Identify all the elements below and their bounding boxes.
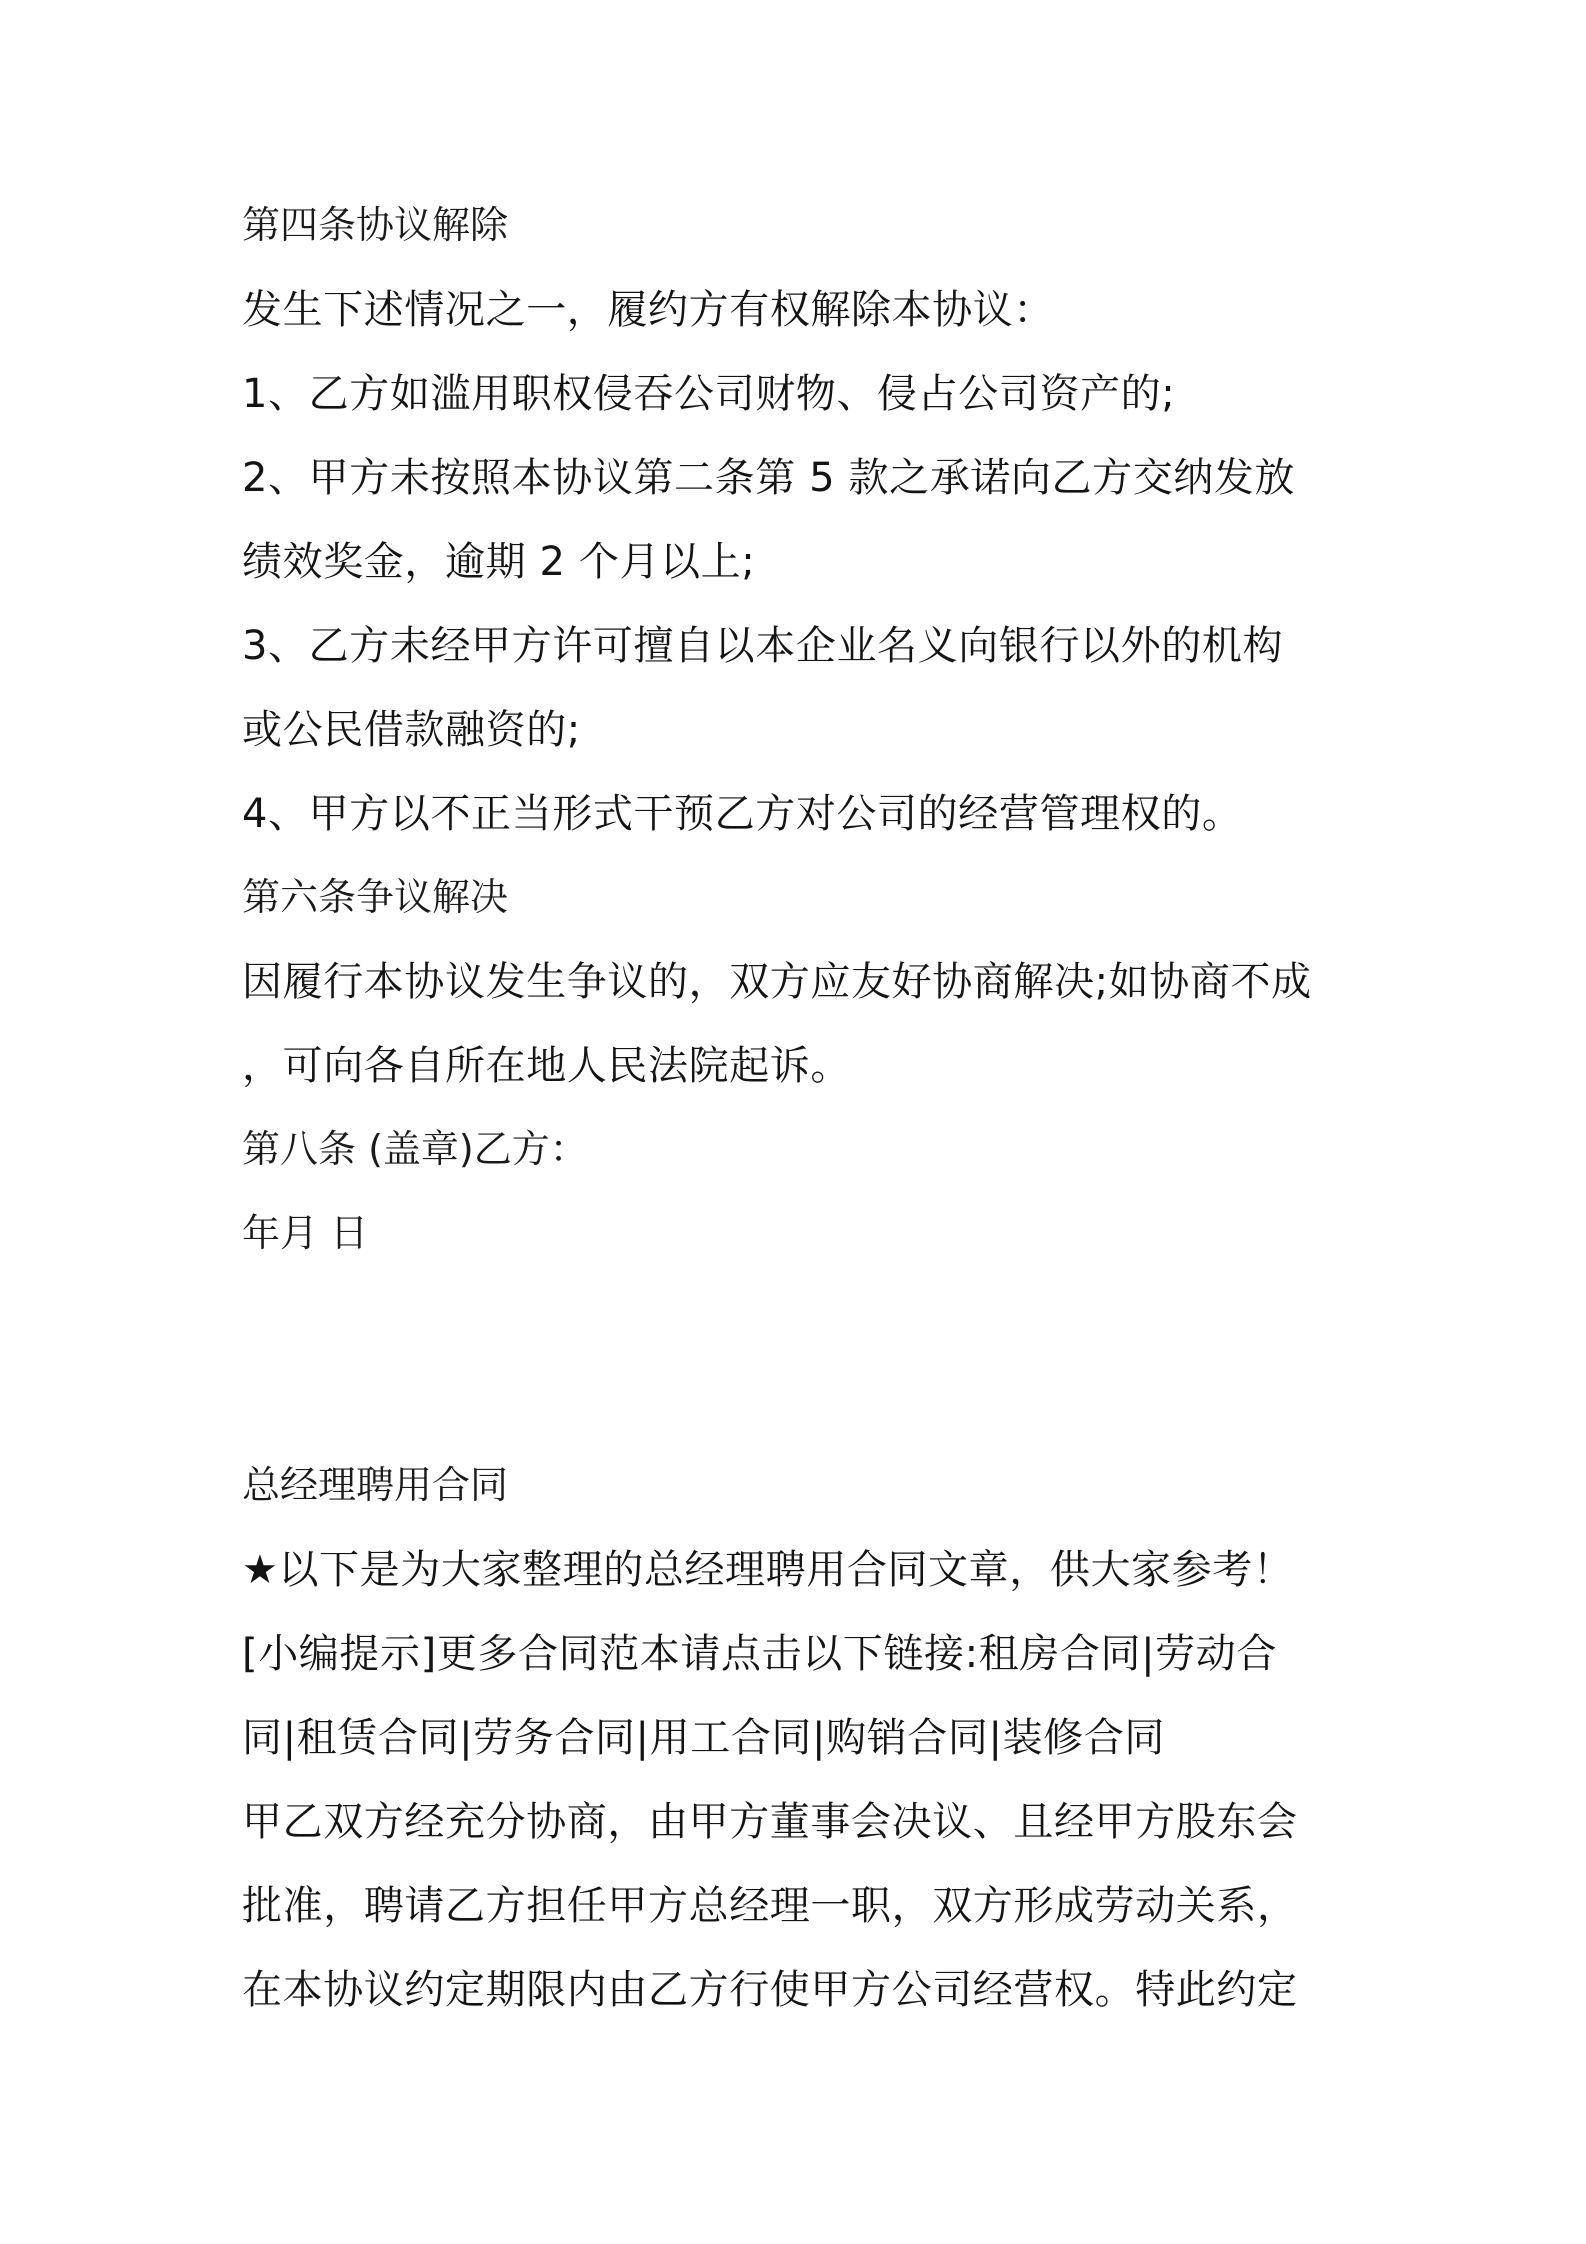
section-six-text-line-2: ，可向各自所在地人民法院起诉。 (242, 1043, 851, 1089)
section-four-heading: 第四条协议解除 (242, 203, 509, 247)
section-four-item-4: 4、甲方以不正当形式干预乙方对公司的经营管理权的。 (242, 791, 1243, 837)
section-six-heading: 第六条争议解决 (242, 875, 509, 919)
section-six-text-line-1: 因履行本协议发生争议的，双方应友好协商解决;如协商不成 (242, 959, 1312, 1005)
contract-paragraph-line-1: 甲乙双方经充分协商，由甲方董事会决议、且经甲方股东会 (242, 1799, 1298, 1845)
contract-paragraph-line-3: 在本协议约定期限内由乙方行使甲方公司经营权。特此约定 (242, 1967, 1298, 2013)
contract-star-line: ★以下是为大家整理的总经理聘用合同文章，供大家参考！ (242, 1547, 1294, 1593)
section-four-item-3-line-2: 或公民借款融资的; (242, 707, 581, 753)
section-four-item-1: 1、乙方如滥用职权侵吞公司财物、侵占公司资产的; (242, 371, 1176, 417)
section-four-item-2-line-1: 2、甲方未按照本协议第二条第 5 款之承诺向乙方交纳发放 (242, 455, 1296, 501)
section-eight-line: 第八条 (盖章)乙方： (242, 1127, 588, 1171)
contract-tip-line-1: [小编提示]更多合同范本请点击以下链接:租房合同|劳动合 (242, 1631, 1277, 1677)
contract-tip-line-2: 同|租赁合同|劳务合同|用工合同|购销合同|装修合同 (242, 1715, 1165, 1761)
section-eight-date: 年月 日 (242, 1211, 369, 1255)
contract-paragraph-line-2: 批准，聘请乙方担任甲方总经理一职，双方形成劳动关系， (242, 1883, 1298, 1929)
section-four-item-2-line-2: 绩效奖金，逾期 2 个月以上; (242, 539, 756, 585)
contract-title: 总经理聘用合同 (242, 1463, 509, 1507)
section-four-intro: 发生下述情况之一，履约方有权解除本协议： (242, 287, 1054, 333)
section-four-item-3-line-1: 3、乙方未经甲方许可擅自以本企业名义向银行以外的机构 (242, 623, 1284, 669)
